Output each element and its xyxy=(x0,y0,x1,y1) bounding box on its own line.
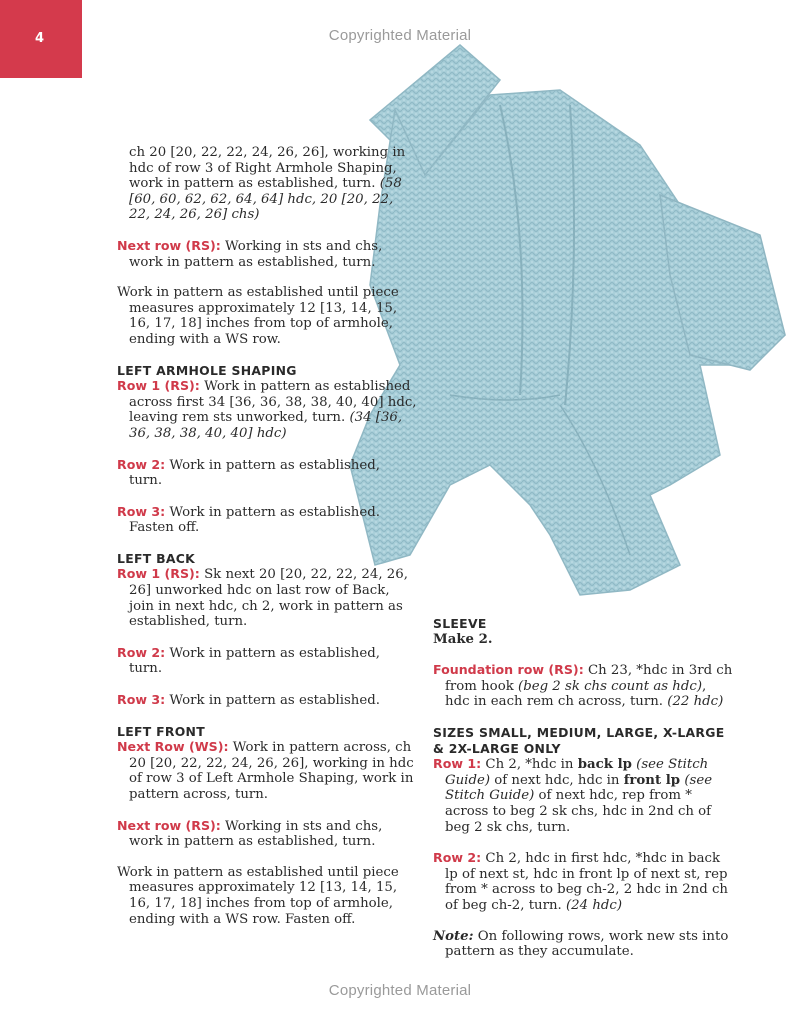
copyright-top: Copyrighted Material xyxy=(328,27,472,44)
left-front-heading: LEFT FRONT xyxy=(117,723,205,739)
sizes-heading-line-2: & 2X-LARGE ONLY xyxy=(433,740,561,756)
continued-instructions: ch 20 [20, 22, 22, 24, 26, 26], working in hdc of row 3 of Right Armhole Shaping, work in pattern as established, turn. (58 [60, 60, 62, 62, 64, 64] hdc, 20 [20, 22, 22, 24, 26, 26] chs) xyxy=(129,145,406,223)
left-back-row-2: Row 2: Work in pattern as established, turn. xyxy=(117,644,380,677)
page-number: 4 xyxy=(35,31,45,46)
left-armhole-row-3: Row 3: Work in pattern as established. Fasten off. xyxy=(117,503,380,536)
left-armhole-heading: LEFT ARMHOLE SHAPING xyxy=(117,362,297,378)
left-back-row-3: Row 3: Work in pattern as established. xyxy=(117,692,380,709)
next-row-rs-1: Next row (RS): Working in sts and chs, work in pattern as established, turn. xyxy=(117,237,383,270)
make-two: Make 2. xyxy=(433,631,493,647)
sleeve-row-1: Row 1: Ch 2, *hdc in back lp (see Stitch Guide) of next hdc, hdc in front lp (see Stitch Guide) of next hdc, rep from * across to beg 2 sk chs, hdc in 2nd ch of beg 2 sk chs, turn. xyxy=(433,756,713,835)
left-front-next-row-rs: Next row (RS): Working in sts and chs, work in pattern as established, turn. xyxy=(117,817,383,850)
left-back-row-1: Row 1 (RS): Sk next 20 [20, 22, 22, 24, 26, 26] unworked hdc on last row of Back, join in next hdc, ch 2, work in pattern as established, turn. xyxy=(117,566,408,630)
left-armhole-row-1: Row 1 (RS): Work in pattern as established across first 34 [36, 36, 38, 38, 40, 40] hdc, leaving rem sts unworked, turn. (34 [36, 36, 38, 38, 40, 40] hdc) xyxy=(117,378,417,441)
foundation-row: Foundation row (RS): Ch 23, *hdc in 3rd ch from hook (beg 2 sk chs count as hdc), hdc in each rem ch across, turn. (22 hdc) xyxy=(433,662,733,710)
left-column xyxy=(117,145,417,942)
work-even-paragraph-1: Work in pattern as established until piece measures approximately 12 [13, 14, 15, 16, 17, 18] inches from top of armhole, ending with a WS row. xyxy=(117,285,399,347)
sizes-heading-line-1: SIZES SMALL, MEDIUM, LARGE, X-LARGE xyxy=(433,724,725,740)
left-armhole-row-2: Row 2: Work in pattern as established, turn. xyxy=(117,456,380,489)
copyright-bottom: Copyrighted Material xyxy=(328,982,472,999)
right-column xyxy=(433,616,733,975)
left-back-heading: LEFT BACK xyxy=(117,550,196,566)
sleeve-row-2: Row 2: Ch 2, hdc in first hdc, *hdc in back lp of next st, hdc in front lp of next st, rep from * across to beg ch-2, 2 hdc in 2nd ch of beg ch-2, turn. (24 hdc) xyxy=(433,850,728,913)
note: Note: On following rows, work new sts into pattern as they accumulate. xyxy=(433,928,729,960)
work-even-paragraph-2: Work in pattern as established until piece measures approximately 12 [13, 14, 15, 16, 17, 18] inches from top of armhole, ending with a WS row. Fasten off. xyxy=(117,864,399,927)
sleeve-heading: SLEEVE xyxy=(433,616,487,631)
left-front-next-row-ws: Next Row (WS): Work in pattern across, ch 20 [20, 22, 22, 24, 26, 26], working in hdc of row 3 of Left Armhole Shaping, work in pattern across, turn. xyxy=(117,739,414,802)
